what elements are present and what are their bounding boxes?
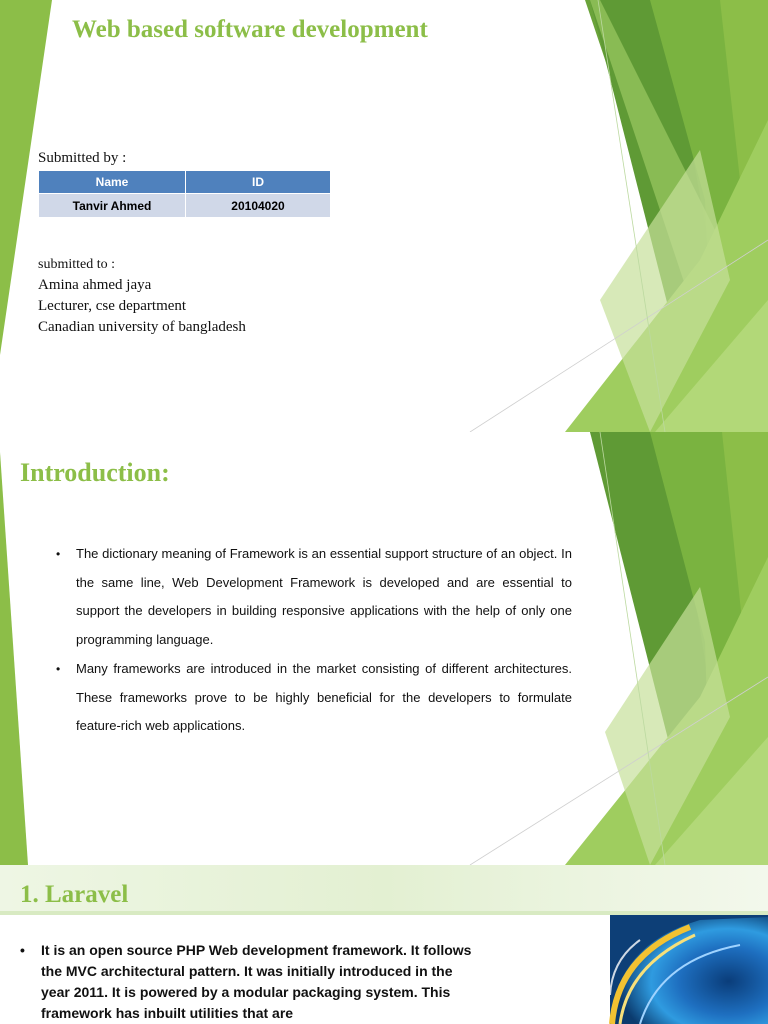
laravel-title: 1. Laravel xyxy=(20,881,129,908)
submitted-to-label: submitted to : xyxy=(38,257,115,272)
submitted-by-label: Submitted by : xyxy=(38,150,127,166)
table-row xyxy=(39,194,331,218)
list-item xyxy=(56,540,572,655)
supervisor-university: Canadian university of bangladesh xyxy=(38,319,246,335)
bullet-text: Many frameworks are introduced in the market consisting of different architectures. These frameworks prove to be highly beneficial for the developers to formulate feature-rich web applications. xyxy=(76,660,572,734)
bullet-text: The dictionary meaning of Framework is an essential support structure of an object. In the same line, Web Development Framework is developed and are essential to support the developers in building responsive applications with the help of only one programming language. xyxy=(76,546,572,648)
submitted-to-block xyxy=(38,254,246,338)
list-item xyxy=(56,655,572,741)
student-name-cell: Tanvir Ahmed xyxy=(39,194,186,218)
supervisor-name: Amina ahmed jaya xyxy=(38,277,152,293)
bullet-icon: • xyxy=(20,942,25,958)
introduction-bullets xyxy=(56,540,572,741)
bullet-icon: • xyxy=(56,547,61,561)
table-header-name: Name xyxy=(39,171,186,194)
student-id-cell: 20104020 xyxy=(186,194,331,218)
bullet-text: It is an open source PHP Web development framework. It follows the MVC architectural pattern. It was initially introduced in the year 2011. It is powered by a modular packaging system. This framework has inbuilt utilities that are xyxy=(41,942,472,1021)
slide-introduction xyxy=(0,432,768,865)
slide-title xyxy=(0,0,768,432)
presentation-title: Web based software development xyxy=(72,16,428,43)
supervisor-position: Lecturer, cse department xyxy=(38,298,187,314)
slide-laravel xyxy=(0,865,768,1024)
student-table xyxy=(38,170,331,218)
bullet-icon: • xyxy=(56,661,61,676)
list-item xyxy=(20,940,480,1024)
introduction-title: Introduction: xyxy=(20,458,170,487)
table-header-id: ID xyxy=(186,171,331,194)
